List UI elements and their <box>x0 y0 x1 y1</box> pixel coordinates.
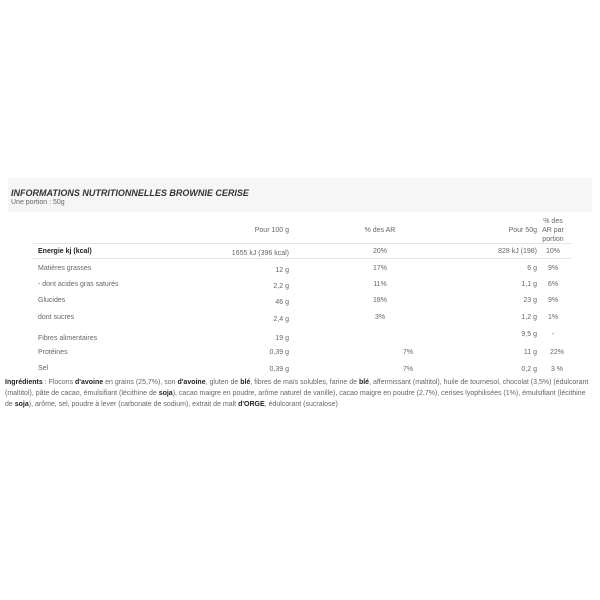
col-header-ar50-line1: % des <box>543 218 563 225</box>
row-label-sel: Sel <box>38 365 49 372</box>
row-value-per100: 1655 kJ (396 kcal) <box>231 250 289 257</box>
row-label-proteines: Protéines <box>38 349 68 356</box>
row-value-per100: 12 g <box>275 267 289 274</box>
row-value-per100: 19 g <box>275 335 289 342</box>
allergen-highlight: d'avoine <box>75 379 104 386</box>
row-value-per100: 2,4 g <box>273 316 289 323</box>
row-value-ar100: 11% <box>373 281 387 288</box>
ingredients-segment: , fibres de maïs solubles, farine de <box>250 379 359 386</box>
row-label-acides-gras-satures: - dont acides gras saturés <box>38 281 119 288</box>
row-value-per50: 0,2 g <box>521 366 537 373</box>
ingredients-segment: : Flocons <box>42 379 76 386</box>
ingredients-segment: , édulcorant (sucralose) <box>264 401 338 408</box>
row-value-per50: 23 g <box>523 297 537 304</box>
row-value-ar50: 9% <box>547 265 559 272</box>
row-value-ar50: 1% <box>547 314 559 321</box>
row-value-ar50: 22% <box>549 349 564 356</box>
row-label-glucides: Glucides <box>38 297 66 304</box>
row-value-ar100: 17% <box>372 265 387 272</box>
ingredients-text <box>5 377 593 410</box>
row-value-per50: 1,2 g <box>521 314 537 321</box>
row-value-ar50: 3 % <box>550 366 564 373</box>
row-value-ar100: 18% <box>372 297 387 304</box>
ingredients-segment: , affermissant (maltitol), huile de tournesol, chocolat (3,5%) (édulcorant (maltitol), pâte de cacao, émulsifiant (lécithine de <box>5 379 589 397</box>
row-value-per100: 2,2 g <box>273 283 289 290</box>
portion-size: Une portion : 50g <box>11 199 65 206</box>
allergen-highlight: soja <box>14 401 29 408</box>
row-value-per50: 828 kJ (198) <box>498 248 537 255</box>
col-header-ar100: % des AR <box>364 227 396 234</box>
ingredients-segment: ), cacao maigre en poudre, arôme naturel de vanille), cacao maigre en poudre (2,7%), cerises lyophilisées (1%), émulsifiant (lécithine de <box>5 390 586 408</box>
nutrition-title: INFORMATIONS NUTRITIONNELLES BROWNIE CERISE <box>11 188 249 198</box>
row-value-per50: 11 g <box>523 349 537 356</box>
row-value-per50: 9,5 g <box>521 331 537 338</box>
row-value-ar100: 20% <box>372 248 387 255</box>
row-value-ar100: 3% <box>374 314 386 321</box>
col-header-per50: Pour 50g <box>508 227 537 234</box>
ingredients-segment: ), arôme, sel, poudre à lever (carbonate de sodium), extrait de malt <box>28 401 239 408</box>
allergen-highlight: blé <box>358 379 370 386</box>
title-banner <box>8 178 592 212</box>
header-divider <box>33 243 571 244</box>
row-value-ar50: - <box>551 331 555 338</box>
allergen-highlight: d'avoine <box>177 379 206 386</box>
row-label-energie: Energie kj (kcal) <box>38 248 92 255</box>
row-value-ar50: 10% <box>545 248 560 255</box>
row-value-ar50: 6% <box>547 281 559 288</box>
row-value-ar100: 7% <box>402 349 414 356</box>
row-label-fibres: Fibres alimentaires <box>38 335 98 342</box>
col-header-ar50-line2: AR par <box>542 227 564 234</box>
ingredients-segment: , gluten de <box>205 379 241 386</box>
row-value-per50: 1,1 g <box>521 281 537 288</box>
row-label-matieres-grasses: Matières grasses <box>38 265 92 272</box>
row-label-dont-sucres: dont sucres <box>38 314 75 321</box>
col-header-ar50-line3: portion <box>542 236 564 243</box>
row-divider <box>33 258 571 259</box>
row-value-per100: 0,39 g <box>269 349 289 356</box>
ingredients-segment: en grains (25,7%), son <box>103 379 178 386</box>
row-value-per100: 0,39 g <box>269 366 289 373</box>
ingredients-heading: Ingrédients <box>5 379 43 386</box>
col-header-per100: Pour 100 g <box>254 227 289 234</box>
allergen-highlight: d'ORGE <box>238 401 265 408</box>
allergen-highlight: soja <box>158 390 173 397</box>
row-value-per100: 46 g <box>275 299 289 306</box>
allergen-highlight: blé <box>240 379 251 386</box>
row-value-ar50: 9% <box>547 297 559 304</box>
row-value-ar100: 7% <box>402 366 414 373</box>
row-value-per50: 6 g <box>527 265 537 272</box>
